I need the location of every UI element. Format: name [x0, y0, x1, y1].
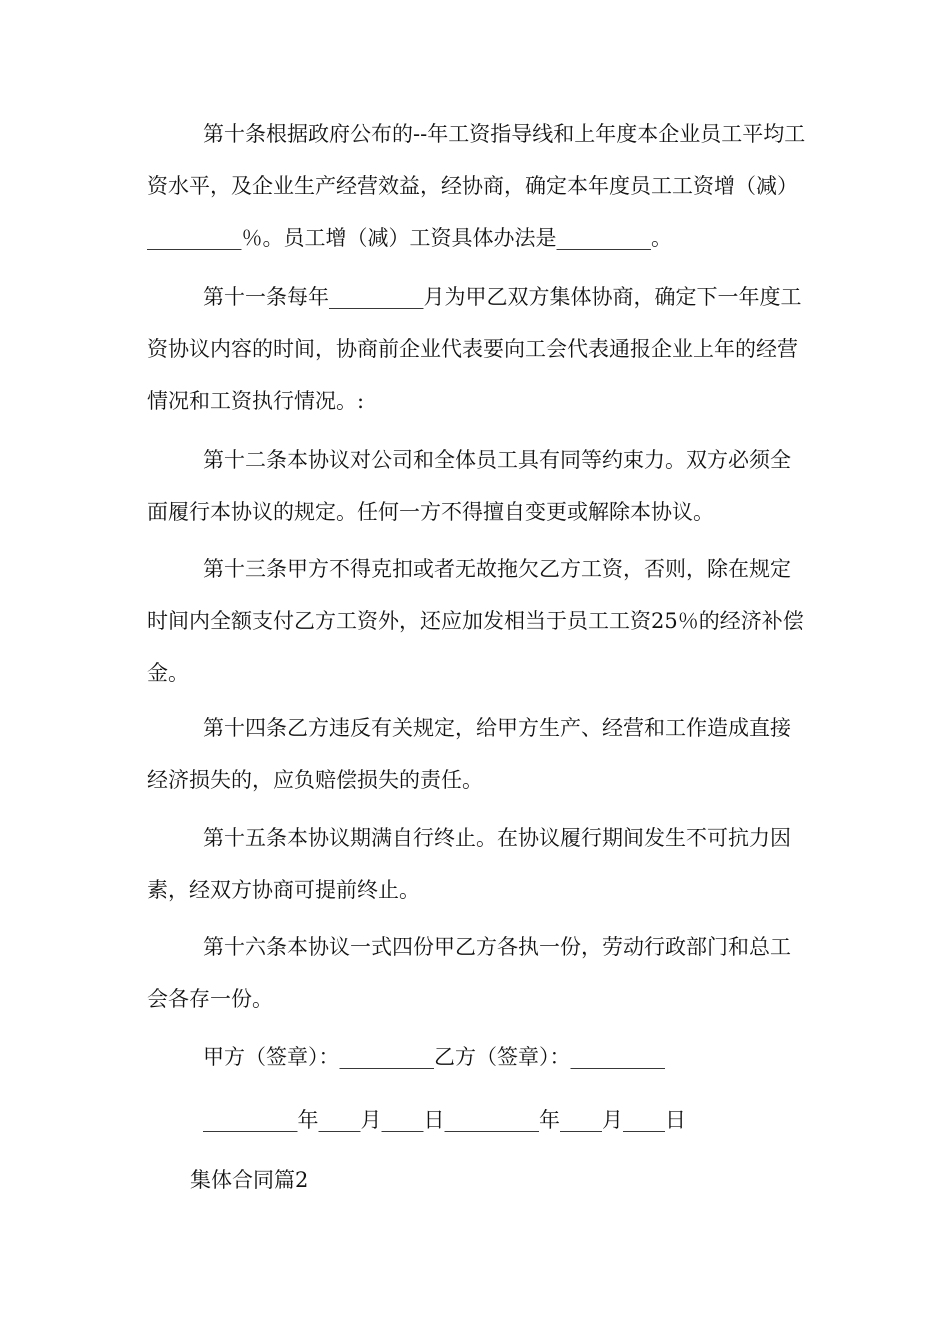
article-15-paragraph: 第十五条本协议期满自行终止。在协议履行期间发生不可抗力因素，经双方协商可提前终止。	[147, 826, 791, 902]
signature-line: 甲方（签章）：_________乙方（签章）：_________	[203, 1045, 665, 1069]
article-12-paragraph: 第十二条本协议对公司和全体员工具有同等约束力。双方必须全面履行本协议的规定。任何一方不得擅自变更或解除本协议。	[147, 448, 791, 524]
article-16-paragraph: 第十六条本协议一式四份甲乙方各执一份，劳动行政部门和总工会各存一份。	[147, 935, 791, 1011]
article-14-paragraph: 第十四条乙方违反有关规定，给甲方生产、经营和工作造成直接经济损失的，应负赔偿损失的责任。	[147, 716, 791, 792]
date-line: _________年____月____日_________年____月____日	[203, 1108, 686, 1132]
article-13-paragraph: 第十三条甲方不得克扣或者无故拖欠乙方工资，否则，除在规定时间内全额支付乙方工资外，还应加发相当于员工工资25％的经济补偿金。	[147, 557, 804, 685]
article-11-paragraph: 第十一条每年_________月为甲乙双方集体协商，确定下一年度工资协议内容的时间，协商前企业代表要向工会代表通报企业上年的经营情况和工资执行情况。:	[147, 285, 802, 413]
article-10-paragraph: 第十条根据政府公布的--年工资指导线和上年度本企业员工平均工资水平，及企业生产经营效益，经协商，确定本年度员工工资增（减）_________％。员工增（减）工资具体办法是_________。	[147, 122, 806, 250]
section-heading: 集体合同篇2	[190, 1168, 309, 1192]
